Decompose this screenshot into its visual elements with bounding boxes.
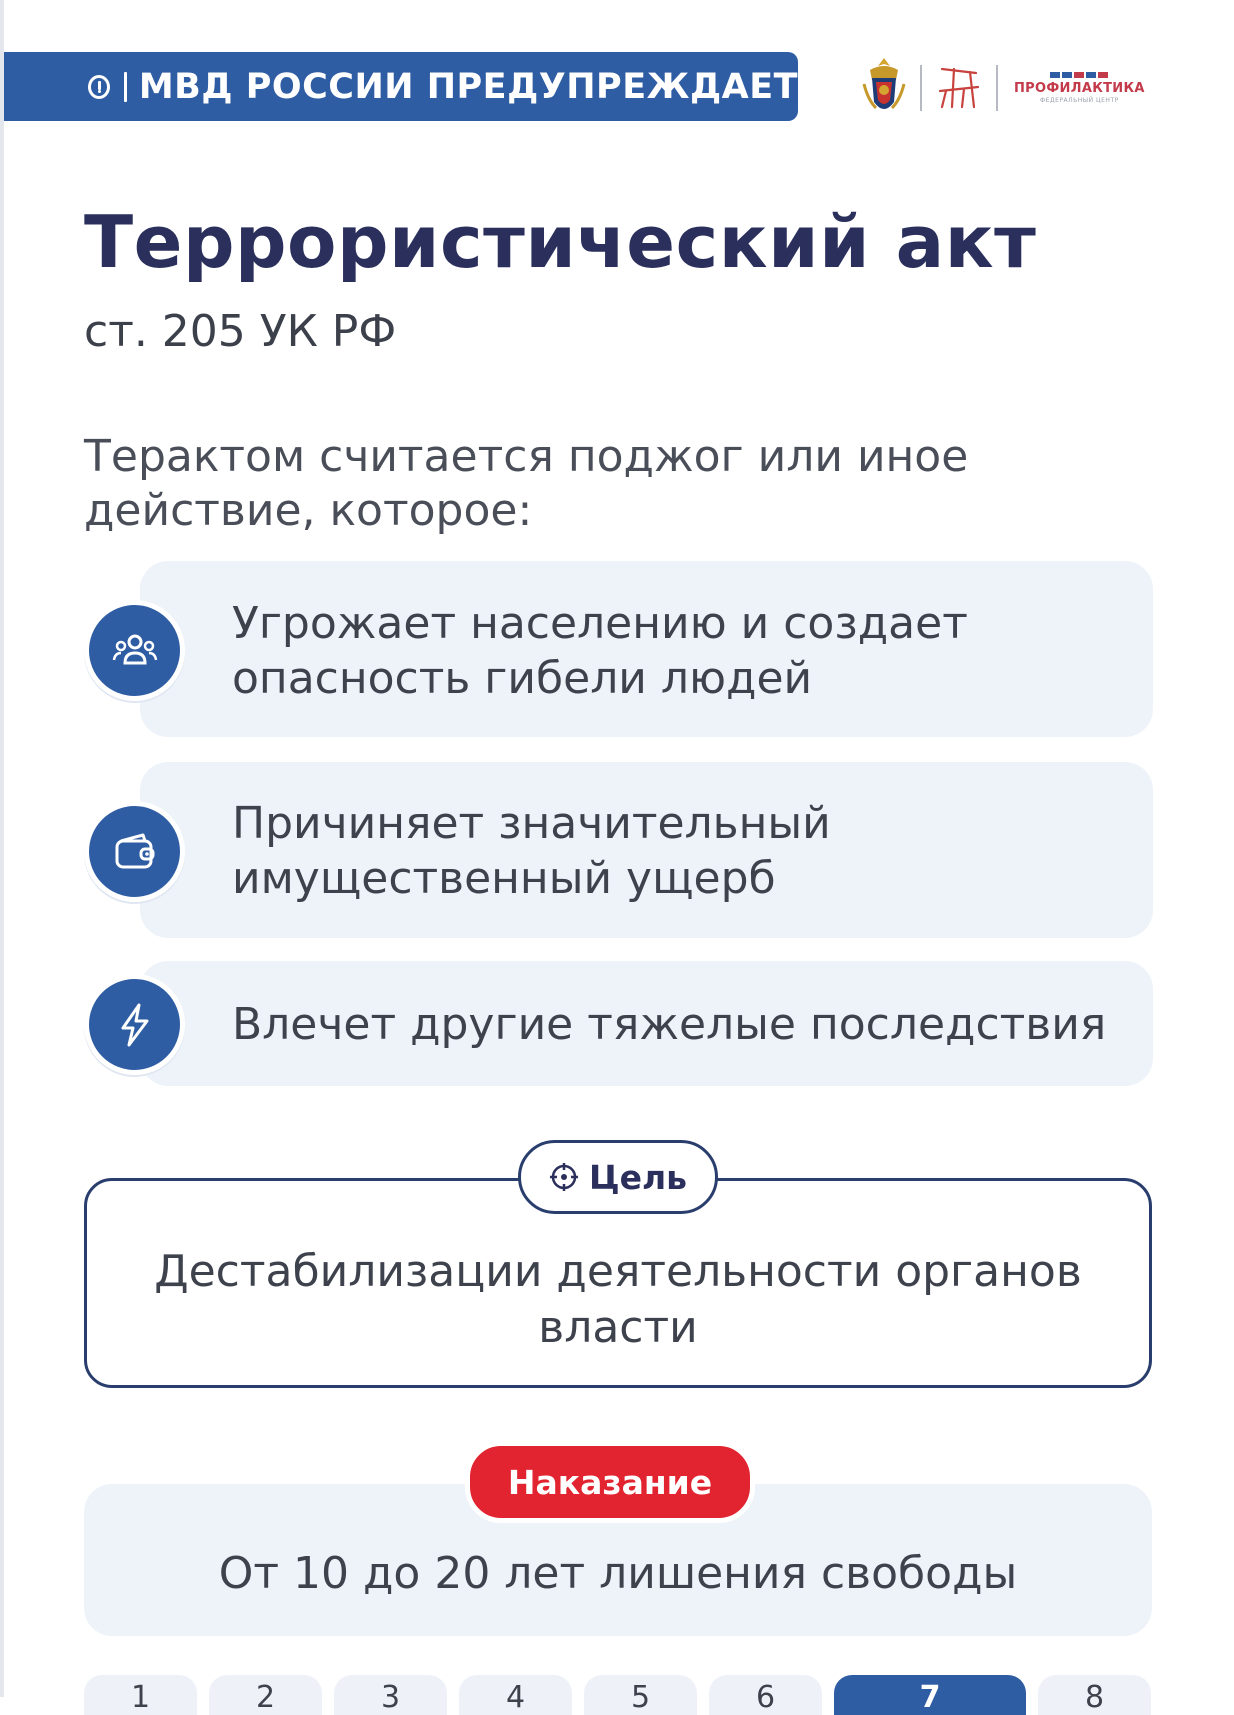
page-tab-4[interactable]: 4 [459,1675,572,1715]
target-icon [549,1162,579,1192]
goal-badge [518,1140,718,1214]
page-tab-active[interactable]: 7 [834,1675,1026,1715]
goal-label: Цель [588,1157,688,1197]
banner-divider [124,72,127,102]
logo-title: ПРОФИЛАКТИКА [1014,81,1145,96]
page-left-edge [0,0,4,1697]
logo-subtitle: ФЕДЕРАЛЬНЫЙ ЦЕНТР [1040,97,1119,104]
lightning-icon [84,974,185,1075]
page-tab-5[interactable]: 5 [584,1675,697,1715]
profilaktika-logo [1014,72,1145,104]
goal-text: Дестабилизации деятельности органов власти [154,1246,1082,1353]
logo-divider [996,65,998,111]
page-title: Террористический акт [84,200,1037,284]
criterion-text: Причиняет значительный имущественный ущерб [232,798,831,904]
page-tab-1[interactable]: 1 [84,1675,197,1715]
logo-divider [920,65,922,111]
partner-logos [860,56,1145,120]
people-icon [84,600,185,701]
mvd-emblem-icon [860,56,908,120]
punishment-text: От 10 до 20 лет лишения свободы [218,1548,1018,1599]
alert-icon [88,75,110,99]
page-tab-6[interactable]: 6 [709,1675,822,1715]
page-tab-8[interactable]: 8 [1038,1675,1151,1715]
punishment-badge: Наказание [465,1441,755,1523]
criterion-text: Влечет другие тяжелые последствия [232,999,1107,1050]
page-tab-2[interactable]: 2 [209,1675,322,1715]
intro-text: Терактом считается поджог или иное действие, которое: [84,431,969,536]
banner-title: МВД РОССИИ ПРЕДУПРЕЖДАЕТ [138,66,798,107]
logo-flag-icon [1050,72,1108,78]
warning-banner [4,52,798,121]
chair-icon [934,63,984,113]
page-tab-3[interactable]: 3 [334,1675,447,1715]
law-article: ст. 205 УК РФ [84,306,397,357]
wallet-icon [84,801,185,902]
pagination [84,1675,1151,1715]
criterion-text: Угрожает населению и создает опасность гибели людей [232,598,968,704]
